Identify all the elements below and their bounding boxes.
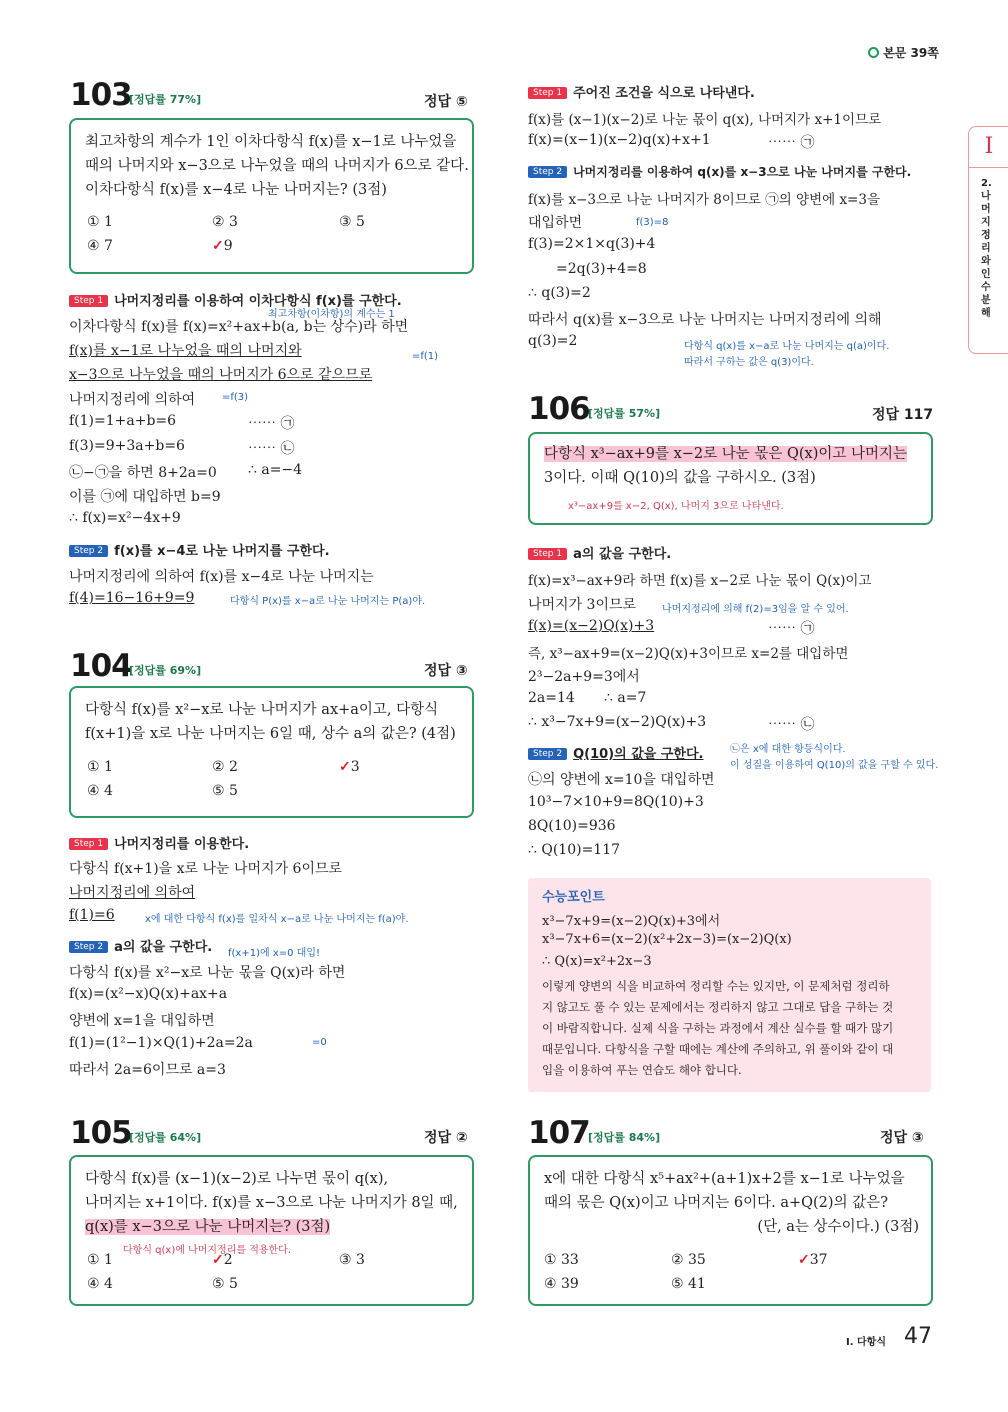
problem-107-box (528, 1155, 933, 1306)
solution-line: f(x)=(x−1)(x−2)q(x)+x+1 (528, 132, 711, 148)
solution-line: f(x)를 x−1로 나누었을 때의 나머지와 (69, 343, 302, 359)
equation-tag: ⋯⋯ ㉠ (248, 416, 295, 432)
choice-1[interactable]: ① 1 (87, 759, 113, 775)
choice-2[interactable]: ② 35 (671, 1252, 706, 1268)
question-line: 때의 몫은 Q(x)이고 나머지는 6이다. a+Q(2)의 값은? (544, 1195, 888, 1211)
question-line: x에 대한 다항식 x⁵+ax²+(a+1)x+2를 x−1로 나누었을 (544, 1171, 905, 1187)
check-mark-icon: ✓ (798, 1252, 810, 1268)
solution-line: 즉, x³−ax+9=(x−2)Q(x)+3이므로 x=2를 대입하면 (528, 646, 849, 662)
choice-4[interactable]: ④ 4 (87, 1276, 113, 1292)
equation-tag: ⋯⋯ ㉡ (768, 717, 815, 733)
annotation: f(3)=8 (636, 217, 669, 228)
point-math: x³−7x+6=(x−2)(x²+2x−3)=(x−2)Q(x) (542, 932, 792, 947)
question-line: 다항식 x³−ax+9를 x−2로 나눈 몫은 Q(x)이고 나머지는 (544, 446, 908, 462)
question-line: 다항식 f(x)를 (x−1)(x−2)로 나누면 몫이 q(x), (85, 1171, 389, 1187)
solution-line: f(x)=(x−2)Q(x)+3 (528, 618, 655, 634)
solution-line: f(x)=x³−ax+9라 하면 f(x)를 x−2로 나눈 몫이 Q(x)이고 (528, 573, 872, 589)
solution-line: f(4)=16−16+9=9 (69, 590, 195, 606)
problem-106-box (528, 432, 933, 525)
equation-tag: ⋯⋯ ㉡ (248, 441, 295, 457)
solution-line: 다항식 f(x+1)을 x로 나눈 나머지가 6이므로 (69, 861, 343, 877)
step1-heading: Step 1 나머지정리를 이용한다. (69, 833, 249, 852)
solution-line: f(1)=1+a+b=6 (69, 413, 177, 429)
solution-line: 따라서 q(x)를 x−3으로 나눈 나머지는 나머지정리에 의해 (528, 312, 882, 328)
chapter-side-tab (968, 126, 1008, 354)
choice-3-checked[interactable]: ✓3 (339, 759, 360, 775)
solution-line: f(1)=(1²−1)×Q(1)+2a=2a (69, 1035, 253, 1051)
chapter-roman: I (969, 127, 1008, 168)
annotation: f(x+1)에 x=0 대입! (228, 948, 320, 959)
problem-107-answer: 정답 ③ (880, 1130, 924, 1146)
point-text: 때문입니다. 다항식을 구할 때에는 계산에 주의하고, 위 풀이와 같이 대 (542, 1042, 894, 1056)
question-line: 최고차항의 계수가 1인 이차다항식 f(x)를 x−1로 나누었을 (85, 134, 457, 150)
solution-line: f(x)=(x²−x)Q(x)+ax+a (69, 986, 228, 1002)
point-math: ∴ Q(x)=x²+2x−3 (542, 954, 652, 969)
exam-point-box (528, 878, 931, 1092)
solution-line: f(x)를 x−3으로 나눈 나머지가 8이므로 ㉠의 양변에 x=3을 (528, 192, 880, 208)
problem-103-number: 103 (70, 77, 132, 113)
annotation: 이 성질을 이용하여 Q(10)의 값을 구할 수 있다. (730, 760, 939, 771)
step2-heading: Step 2 f(x)를 x−4로 나눈 나머지를 구한다. (69, 540, 330, 559)
question-line: 나머지는 x+1이다. f(x)를 x−3으로 나눈 나머지가 8일 때, (85, 1195, 458, 1211)
point-text: 이렇게 양변의 식을 비교하여 정리할 수는 있지만, 이 문제처럼 정리하 (542, 979, 890, 993)
choice-4[interactable]: ④ 7 (87, 238, 113, 254)
solution-line: ∴ q(3)=2 (528, 285, 591, 301)
solution-line: ∴ x³−7x+9=(x−2)Q(x)+3 (528, 714, 707, 730)
solution-line: 나머지가 3이므로 (528, 597, 637, 613)
solution-line: 나머지정리에 의하여 (69, 392, 196, 408)
solution-line: ∴ f(x)=x²−4x+9 (69, 510, 181, 526)
solution-line: =2q(3)+4=8 (556, 261, 647, 277)
solution-line: x−3으로 나누었을 때의 나머지가 6으로 같으므로 (69, 367, 373, 383)
annotation: 다항식 q(x)를 x−a로 나눈 나머지는 q(a)이다. (684, 341, 890, 352)
solution-line: 이를 ㉠에 대입하면 b=9 (69, 489, 221, 505)
choice-3[interactable]: ③ 5 (339, 214, 365, 230)
solution-line: 2a=14 (528, 690, 575, 706)
circle-icon (868, 47, 879, 58)
problem-104-answer: 정답 ③ (424, 663, 468, 679)
problem-104-box (69, 686, 474, 818)
check-mark-icon: ✓ (212, 1252, 224, 1268)
solution-line: ∴ Q(10)=117 (528, 842, 621, 858)
annotation: =f(3) (222, 392, 249, 403)
solution-line: 나머지정리에 의하여 f(x)를 x−4로 나눈 나머지는 (69, 569, 374, 585)
problem-103-box (69, 118, 474, 274)
check-mark-icon: ✓ (212, 238, 224, 254)
equation-tag: ∴ a=−4 (248, 462, 303, 478)
step2-heading: Step 2 나머지정리를 이용하여 q(x)를 x−3으로 나눈 나머지를 구한다. (528, 163, 911, 180)
question-line: q(x)를 x−3으로 나눈 나머지는? (3점) (85, 1219, 331, 1235)
equation-tag: ∴ a=7 (604, 690, 647, 706)
problem-105-answer: 정답 ② (424, 1130, 468, 1146)
annotation: 다항식 P(x)를 x−a로 나눈 나머지는 P(a)야. (230, 596, 426, 607)
choice-5[interactable]: ⑤ 41 (671, 1276, 706, 1292)
question-line: 때의 나머지와 x−3으로 나누었을 때의 나머지가 6으로 같다. (85, 158, 469, 174)
solution-line: f(x)를 (x−1)(x−2)로 나눈 몫이 q(x), 나머지가 x+1이므로 (528, 112, 882, 128)
point-text: 지 않고도 풀 수 있는 문제에서는 정리하지 않고 그대로 답을 구하는 것 (542, 1000, 894, 1014)
step2-heading: Step 2 Q(10)의 값을 구한다. (528, 743, 703, 762)
problem-104-rate: [정답률 69%] (129, 664, 202, 677)
annotation: ㉡은 x에 대한 항등식이다. (730, 744, 846, 755)
annotation: =0 (312, 1037, 327, 1048)
solution-line: 2³−2a+9=3에서 (528, 669, 640, 685)
solution-line: 8Q(10)=936 (528, 818, 616, 834)
equation-tag: ⋯⋯ ㉠ (768, 621, 815, 637)
step1-heading: Step 1 a의 값을 구한다. (528, 543, 671, 562)
annotation: x³−ax+9를 x−2, Q(x), 나머지 3으로 나타낸다. (568, 501, 784, 512)
chapter-title: 2. 나머지정리와 인수분해 (981, 178, 992, 319)
annotation: 따라서 구하는 값은 q(3)이다. (684, 357, 814, 368)
step1-heading: Step 1 주어진 조건을 식으로 나타낸다. (528, 82, 755, 101)
choice-2[interactable]: ② 2 (212, 759, 238, 775)
exam-point-title: 수능포인트 (542, 890, 605, 905)
problem-106-answer: 정답 117 (872, 407, 934, 423)
problem-104-number: 104 (70, 648, 132, 684)
problem-103-rate: [정답률 77%] (129, 93, 202, 106)
solution-line: f(1)=6 (69, 907, 115, 923)
problem-105-box (69, 1155, 474, 1306)
choice-1[interactable]: ① 33 (544, 1252, 579, 1268)
step2-heading: Step 2 a의 값을 구한다. (69, 936, 212, 955)
solution-line: 양변에 x=1을 대입하면 (69, 1013, 215, 1029)
page-number: 47 (904, 1324, 932, 1349)
choice-1[interactable]: ① 1 (87, 214, 113, 230)
solution-line: q(3)=2 (528, 333, 578, 349)
choice-4[interactable]: ④ 39 (544, 1276, 579, 1292)
choice-2-checked[interactable]: ✓2 (212, 1252, 233, 1268)
problem-107-rate: [정답률 84%] (588, 1131, 661, 1144)
problem-105-number: 105 (70, 1115, 132, 1151)
solution-line: 다항식 f(x)를 x²−x로 나눈 몫을 Q(x)라 하면 (69, 965, 346, 981)
point-text: 이 바람직합니다. 실제 식을 구하는 과정에서 계산 실수를 할 때가 많기 (542, 1021, 894, 1035)
problem-103-answer: 정답 ⑤ (424, 94, 468, 110)
problem-106-number: 106 (528, 391, 590, 427)
annotation: 최고차항(이차항)의 계수는 1 (268, 309, 395, 320)
choice-1[interactable]: ① 1 (87, 1252, 113, 1268)
annotation: 나머지정리에 의해 f(2)=3임을 알 수 있어. (662, 604, 849, 615)
question-line: f(x+1)을 x로 나눈 나머지는 6일 때, 상수 a의 값은? (4점) (85, 726, 456, 742)
solution-line: 10³−7×10+9=8Q(10)+3 (528, 794, 704, 810)
question-line: 이차다항식 f(x)를 x−4로 나눈 나머지는? (3점) (85, 182, 387, 198)
page-reference: 본문 39쪽 (868, 44, 939, 61)
solution-line: f(3)=2×1×q(3)+4 (528, 236, 656, 252)
solution-line: ㉡−㉠을 하면 8+2a=0 (69, 465, 217, 481)
annotation: =f(1) (412, 351, 439, 362)
equation-tag: ⋯⋯ ㉠ (768, 135, 815, 151)
point-text: 입을 이용하여 푸는 연습도 해야 합니다. (542, 1063, 742, 1077)
solution-line: 나머지정리에 의하여 (69, 885, 196, 901)
choice-2[interactable]: ② 3 (212, 214, 238, 230)
solution-line: ㉡의 양변에 x=10을 대입하면 (528, 772, 715, 788)
annotation: x에 대한 다항식 f(x)를 일차식 x−a로 나눈 나머지는 f(a)야. (145, 914, 409, 925)
annotation: 다항식 q(x)에 나머지정리를 적용한다. (123, 1245, 292, 1256)
point-math: x³−7x+9=(x−2)Q(x)+3에서 (542, 914, 721, 929)
choice-3-checked[interactable]: ✓37 (798, 1252, 828, 1268)
choice-3[interactable]: ③ 3 (339, 1252, 365, 1268)
choice-5-checked[interactable]: ✓9 (212, 238, 233, 254)
question-line: 3이다. 이때 Q(10)의 값을 구하시오. (3점) (544, 470, 816, 486)
check-mark-icon: ✓ (339, 759, 351, 775)
question-line: (단, a는 상수이다.) (3점) (757, 1219, 919, 1235)
solution-line: 대입하면 (528, 215, 583, 231)
solution-line: 이차다항식 f(x)를 f(x)=x²+ax+b(a, b는 상수)라 하면 (69, 319, 409, 335)
choice-5[interactable]: ⑤ 5 (212, 783, 238, 799)
problem-106-rate: [정답률 57%] (588, 407, 661, 420)
problem-107-number: 107 (528, 1115, 590, 1151)
choice-4[interactable]: ④ 4 (87, 783, 113, 799)
step1-heading: Step 1 나머지정리를 이용하여 이차다항식 f(x)를 구한다. (69, 290, 402, 309)
solution-line: 따라서 2a=6이므로 a=3 (69, 1062, 226, 1078)
choice-5[interactable]: ⑤ 5 (212, 1276, 238, 1292)
solution-line: f(3)=9+3a+b=6 (69, 438, 185, 454)
footer-chapter: Ⅰ. 다항식 (846, 1337, 886, 1348)
problem-105-rate: [정답률 64%] (129, 1131, 202, 1144)
question-line: 다항식 f(x)를 x²−x로 나눈 나머지가 ax+a이고, 다항식 (85, 702, 439, 718)
